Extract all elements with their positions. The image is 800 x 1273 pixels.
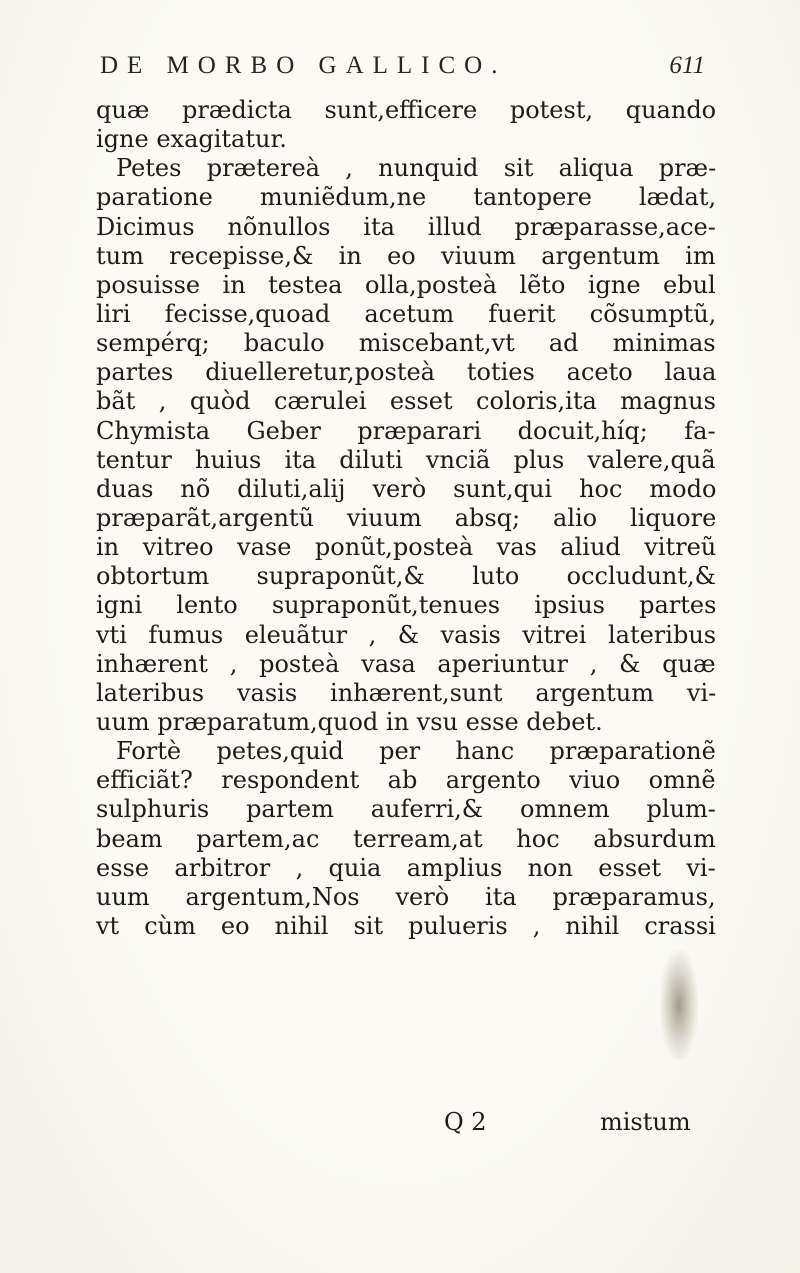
text-line: igni lento supraponũt,tenues ipsius partes [96, 591, 717, 620]
text-line: tum recepisse,& in eo viuum argentum im [96, 241, 716, 270]
text-line: Chymista Geber præparari docuit,híq; fa- [96, 416, 716, 445]
footer-line [96, 1107, 716, 1137]
page-number: 611 [669, 52, 705, 79]
text-line: partes diuelleretur,posteà toties aceto laua [96, 358, 717, 387]
body-text [96, 96, 716, 941]
text-line: vti fumus eleuãtur , & vasis vitrei lateribus [96, 620, 717, 649]
text-line: liri fecisse,quoad acetum fuerit cõsumptũ, [96, 299, 717, 328]
text-line: præparãt,argentũ viuum absq; alio liquore [96, 503, 717, 532]
text-line: uum præparatum,quod in vsu esse debet. [96, 707, 603, 736]
text-line: Petes prætereà , nunquid sit aliqua præ- [116, 154, 717, 183]
text-line: duas nõ diluti,alij verò sunt,qui hoc modo [96, 474, 717, 503]
text-line: sempérq; baculo miscebant,vt ad minimas [96, 329, 716, 358]
signature-mark: Q 2 [444, 1108, 487, 1136]
catchword: mistum [600, 1108, 691, 1136]
running-title: DE MORBO GALLICO. [100, 52, 507, 79]
text-line: igne exagitatur. [96, 125, 287, 154]
text-line: posuisse in testea olla,posteà lẽto igne ebul [96, 270, 716, 299]
text-line: efficiãt? respondent ab argento viuo omnẽ [96, 766, 716, 795]
text-line: obtortum supraponũt,& luto occludunt,& [96, 562, 717, 591]
text-line: tentur huius ita diluti vnciã plus valere,quã [96, 445, 716, 474]
text-line: sulphuris partem auferri,& omnem plum- [96, 795, 716, 824]
text-line: beam partem,ac terream,at hoc absurdum [96, 824, 716, 853]
running-head [100, 52, 705, 92]
text-line: Fortè petes,quid per hanc præparationẽ [116, 737, 716, 766]
text-line: uum argentum,Nos verò ita præparamus, [96, 882, 716, 911]
text-line: bãt , quòd cærulei esset coloris,ita magnus [96, 387, 716, 416]
text-line: Dicimus nõnullos ita illud præparasse,ace- [96, 212, 716, 241]
text-line: paratione muniẽdum,ne tantopere lædat, [96, 183, 717, 212]
text-line: vt cùm eo nihil sit pulueris , nihil crassi [96, 911, 716, 940]
paper-stain [660, 950, 698, 1060]
text-line: inhærent , posteà vasa aperiuntur , & quæ [96, 649, 716, 678]
text-line: lateribus vasis inhærent,sunt argentum vi- [96, 678, 717, 707]
text-line: quæ prædicta sunt,efficere potest, quando [96, 96, 717, 124]
text-line: esse arbitror , quia amplius non esset vi- [96, 853, 716, 882]
text-line: in vitreo vase ponũt,posteà vas aliud vitreũ [96, 533, 717, 562]
